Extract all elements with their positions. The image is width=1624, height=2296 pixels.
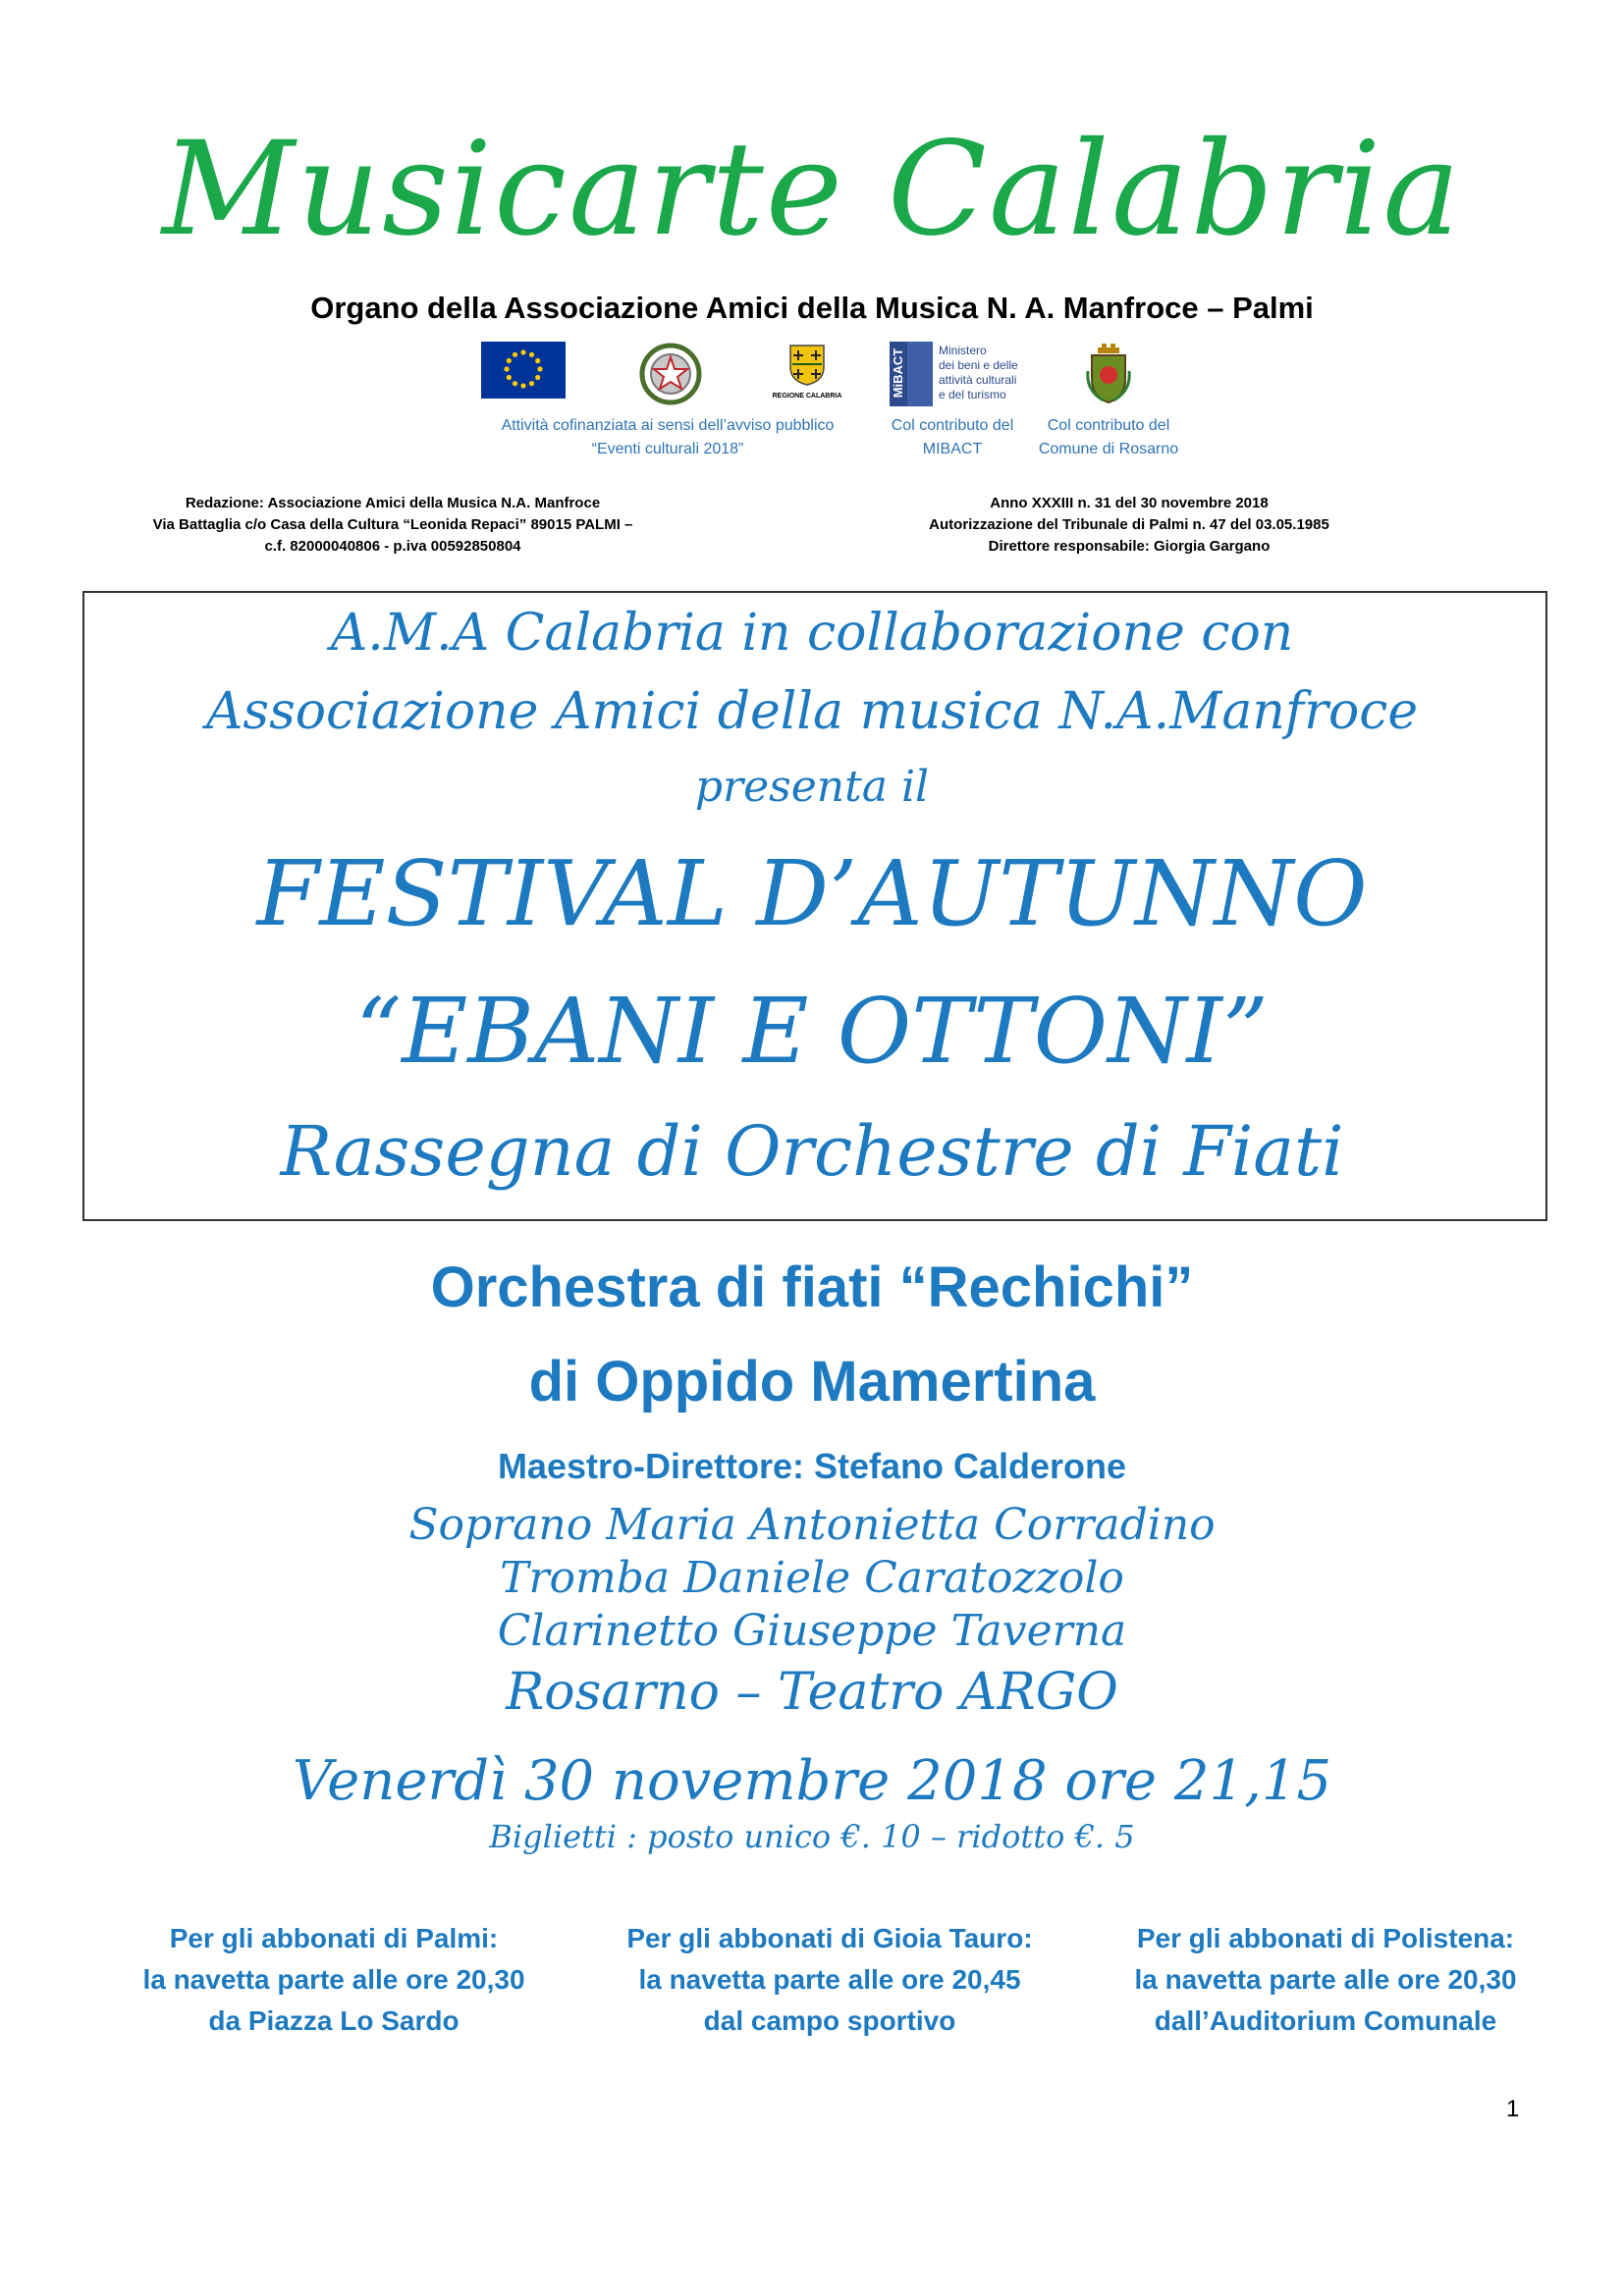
- mibact-side-label: MiBACT: [891, 347, 905, 399]
- event-datetime: Venerdì 30 novembre 2018 ore 21,15: [292, 1749, 1332, 1813]
- orchestra-name: Orchestra di fiati “Rechichi”: [430, 1255, 1194, 1319]
- page-number: 1: [1506, 2096, 1520, 2122]
- comune-credit: Col contributo del Comune di Rosarno: [1038, 417, 1179, 457]
- masthead-title: Musicarte Calabria: [161, 114, 1463, 265]
- ticket-prices: Biglietti : posto unico €. 10 – ridotto €. 5: [489, 1818, 1135, 1855]
- eu-flag-icon: [481, 342, 566, 406]
- mibact-text: Ministero dei beni e delle attività culturali e del turismo: [939, 344, 1018, 401]
- festival-subtitle: “EBANI E OTTONI”: [355, 979, 1269, 1084]
- trumpet-line: Tromba Daniele Caratozzolo: [500, 1553, 1124, 1603]
- editorial-info-left: Redazione: Associazione Amici della Musica N.A. Manfroce Via Battaglia c/o Casa della Cultura “Leonida Repaci” 89015 PALMI – c.f. 82000040806 - p.iva 00592850804: [152, 495, 633, 555]
- regione-calabria-logo: [770, 342, 844, 406]
- editorial-info-right: Anno XXXIII n. 31 del 30 novembre 2018 Autorizzazione del Tribunale di Palmi n. 47 del 03.05.1985 Direttore responsabile: Giorgia Gargano: [929, 495, 1329, 555]
- regione-calabria-label: REGIONE CALABRIA: [772, 393, 842, 400]
- shuttle-gioia-tauro: Per gli abbonati di Gioia Tauro: la navetta parte alle ore 20,45 dal campo sportivo: [626, 1923, 1033, 2036]
- shuttle-polistena: Per gli abbonati di Polistena: la navetta parte alle ore 20,30 dall’Auditorium Comunale: [1134, 1923, 1517, 2036]
- shuttle-palmi: Per gli abbonati di Palmi: la navetta parte alle ore 20,30 da Piazza Lo Sardo: [142, 1923, 525, 2036]
- italian-republic-emblem-icon: [638, 342, 703, 406]
- mibact-credit: Col contributo del MIBACT: [891, 417, 1014, 457]
- soprano-line: Soprano Maria Antonietta Corradino: [408, 1500, 1216, 1550]
- clarinet-line: Clarinetto Giuseppe Taverna: [497, 1606, 1127, 1656]
- orchestra-town: di Oppido Mamertina: [528, 1350, 1096, 1414]
- event-presenter-line: A.M.A Calabria in collaborazione con: [330, 604, 1294, 663]
- venue-line: Rosarno – Teatro ARGO: [506, 1663, 1118, 1722]
- director-line: Maestro-Direttore: Stefano Calderone: [497, 1446, 1127, 1486]
- event-association-line: Associazione Amici della musica N.A.Manfroce: [205, 682, 1419, 741]
- event-presents-line: presenta il: [694, 762, 930, 812]
- festival-tagline: Rassegna di Orchestre di Fiati: [280, 1111, 1344, 1192]
- masthead-subtitle: Organo della Associazione Amici della Musica N. A. Manfroce – Palmi: [310, 291, 1314, 325]
- funding-credit: Attività cofinanziata ai sensi dell’avviso pubblico “Eventi culturali 2018”: [501, 417, 835, 457]
- festival-title: FESTIVAL D’AUTUNNO: [256, 841, 1368, 946]
- mibact-logo: [890, 342, 1027, 406]
- rosarno-crest-icon: [1084, 342, 1133, 406]
